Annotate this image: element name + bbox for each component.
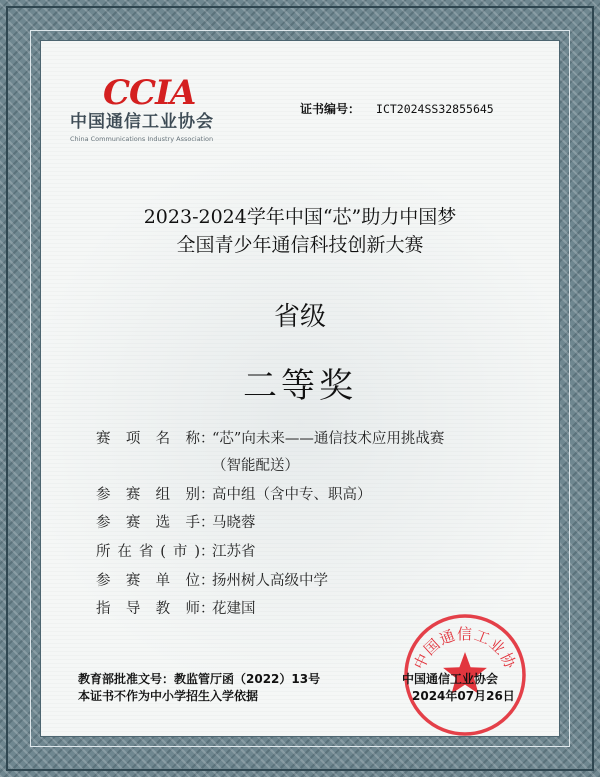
detail-key: 参 赛 单 位: [96, 573, 200, 589]
detail-row: [96, 516, 256, 531]
detail-colon: ：: [200, 573, 215, 589]
detail-row: [96, 602, 256, 617]
certificate-number-value: ICT2024SS32855645: [376, 102, 494, 116]
detail-value: 马晓蓉: [212, 515, 256, 531]
association-logo-english: China Communications Industry Association: [70, 135, 214, 143]
detail-key: 所在省(市): [96, 544, 200, 560]
detail-key: 指 导 教 师: [96, 601, 200, 617]
certificate-number: [300, 100, 494, 117]
detail-colon: ：: [200, 487, 215, 503]
association-logo-name: 中国通信工业协会: [70, 112, 214, 132]
detail-colon: ：: [200, 601, 215, 617]
detail-value: 扬州树人高级中学: [212, 573, 328, 589]
detail-key: 参 赛 选 手: [96, 515, 200, 531]
detail-value: （智能配送）: [212, 458, 299, 474]
admission-note: 本证书不作为中小学招生入学依据: [78, 689, 259, 703]
detail-value: 江苏省: [212, 544, 256, 560]
detail-row: [96, 545, 256, 560]
detail-colon: ：: [200, 544, 215, 560]
award-rank: 二等奖: [243, 366, 357, 406]
detail-row: [96, 432, 444, 447]
certificate-number-label: 证书编号：: [300, 102, 361, 116]
award-level: 省级: [273, 302, 326, 332]
ccia-logo: CCIA: [103, 73, 196, 113]
detail-value: “芯”向未来——通信技术应用挑战赛: [212, 431, 445, 447]
detail-colon: ：: [200, 515, 215, 531]
competition-title-line2: 全国青少年通信科技创新大赛: [176, 234, 424, 256]
issue-date: 2024年07月26日: [412, 689, 515, 703]
competition-title-line1: 2023-2024学年中国“芯”助力中国梦: [143, 206, 457, 228]
detail-value: 高中组（含中专、职高）: [212, 487, 372, 503]
detail-colon: ：: [200, 431, 215, 447]
seal-text: 中国通信工业协: [410, 625, 520, 673]
detail-row: [212, 459, 299, 474]
issuer-name: 中国通信工业协会: [402, 672, 499, 686]
approval-number: 教育部批准文号：教监管厅函（2022）13号: [78, 672, 321, 686]
detail-row: [96, 574, 328, 589]
detail-key: 赛 项 名 称: [96, 431, 200, 447]
detail-row: [96, 488, 372, 503]
detail-key: 参 赛 组 别: [96, 487, 200, 503]
detail-value: 花建国: [212, 601, 256, 617]
